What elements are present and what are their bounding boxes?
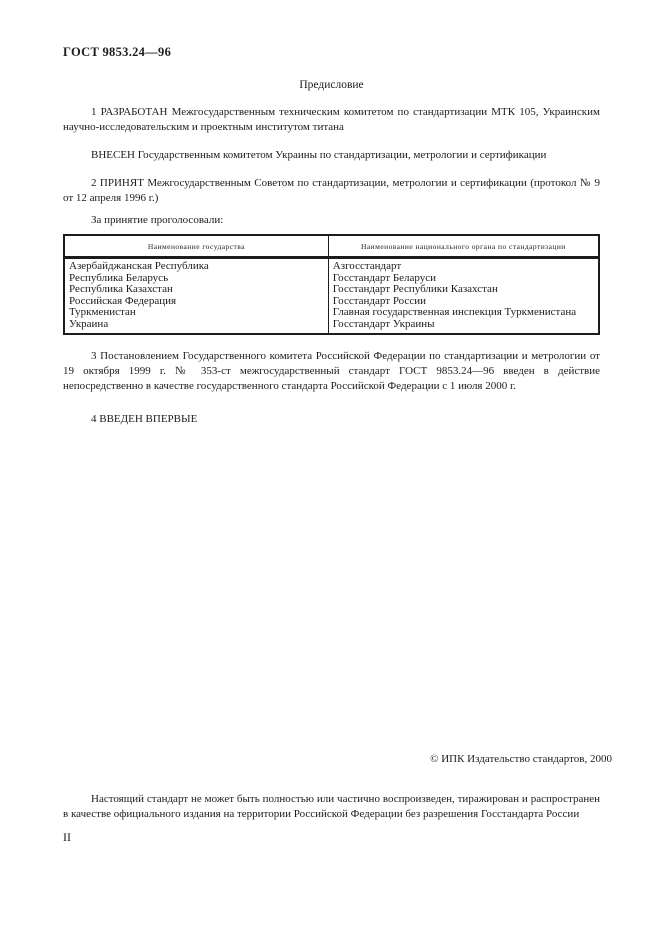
cell-state: Туркменистан xyxy=(64,307,328,319)
paragraph-decree: 3 Постановлением Государственного комитета Российской Федерации по стандартизации и метрологии от 19 октября 1999 г. № 353-ст межгосударственный стандарт ГОСТ 9853.24—96 введен в действие непосредственно в качестве государственного стандарта Российской Федерации с 1 июля 2000 г. xyxy=(63,349,600,392)
table-row xyxy=(64,284,599,296)
table-row xyxy=(64,258,599,273)
paragraph-submitted: ВНЕСЕН Государственным комитетом Украины по стандартизации, метрологии и сертификации xyxy=(91,149,547,161)
voting-table xyxy=(63,234,600,335)
column-header-state: Наименование государства xyxy=(64,235,328,258)
cell-org: Госстандарт Республики Казахстан xyxy=(332,284,498,296)
paragraph-developed: 1 РАЗРАБОТАН Межгосударственным техническим комитетом по стандартизации МТК 105, Украинским научно-исследовательским и проектным институтом титана xyxy=(63,106,600,133)
table-row xyxy=(64,296,599,308)
paragraph-adopted: 2 ПРИНЯТ Межгосударственным Советом по стандартизации, метрологии и сертификации (протокол № 9 от 12 апреля 1996 г.) xyxy=(63,177,600,204)
votes-intro: За принятие проголосовали: xyxy=(91,214,224,226)
voting-table-header xyxy=(64,235,599,258)
page-number: II xyxy=(63,830,71,844)
paragraph-first-time: 4 ВВЕДЕН ВПЕРВЫЕ xyxy=(91,412,198,425)
cell-state: Украина xyxy=(64,319,328,334)
cell-org: Госстандарт Беларуси xyxy=(332,272,437,284)
cell-state: Российская Федерация xyxy=(64,296,328,308)
cell-org: Главная государственная инспекция Туркменистана xyxy=(332,307,577,319)
restriction-paragraph: Настоящий стандарт не может быть полностью или частично воспроизведен, тиражирован и распространен в качестве официального издания на территории Российской Федерации без разрешения Госстандарта России xyxy=(63,793,600,820)
document-number: ГОСТ 9853.24—96 xyxy=(63,45,172,59)
table-row xyxy=(64,319,599,334)
cell-state: Республика Беларусь xyxy=(64,273,328,285)
cell-org: Госстандарт Украины xyxy=(332,318,435,330)
column-header-org: Наименование национального органа по стандартизации xyxy=(328,235,599,258)
cell-state: Республика Казахстан xyxy=(64,284,328,296)
cell-org: Госстандарт России xyxy=(332,295,426,307)
copyright-line: © ИПК Издательство стандартов, 2000 xyxy=(430,753,612,765)
page-content xyxy=(63,45,600,427)
cell-state: Азербайджанская Республика xyxy=(64,258,328,273)
cell-org: Азгосстандарт xyxy=(332,260,402,272)
table-row xyxy=(64,307,599,319)
page-title: Предисловие xyxy=(299,79,364,91)
table-row xyxy=(64,273,599,285)
